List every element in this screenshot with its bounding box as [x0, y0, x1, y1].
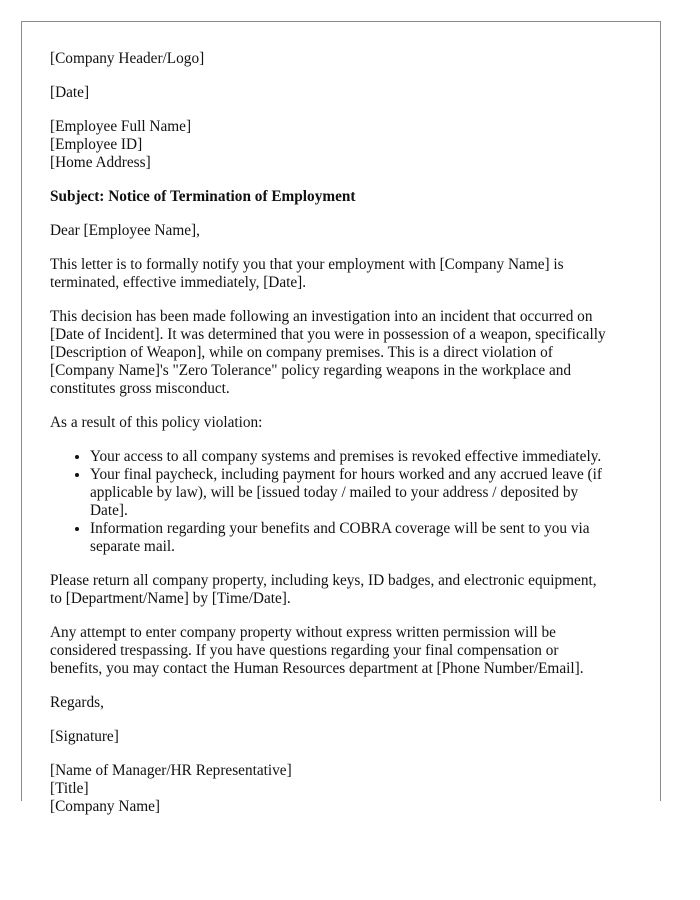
letter-page	[21, 21, 661, 815]
text-line: This letter is to formally notify you that your employment with [Company Name] is	[50, 256, 564, 273]
paragraph-return-property	[50, 572, 638, 608]
closing-regards: Regards,	[50, 694, 104, 711]
paragraph-notification	[50, 256, 638, 292]
paragraph-result-intro: As a result of this policy violation:	[50, 414, 263, 431]
text-line: • Your access to all company systems and premises is revoked effective immediately.	[90, 448, 602, 465]
closing-signature: [Signature]	[50, 728, 119, 745]
company-header: [Company Header/Logo]	[50, 50, 205, 67]
list-item	[90, 448, 638, 466]
signer-block	[50, 762, 638, 816]
recipient-id: [Employee ID]	[50, 136, 143, 153]
text-line: This decision has been made following an investigation into an incident that occurred on	[50, 308, 593, 325]
text-line: applicable by law), will be [issued today / mailed to your address / deposited by	[90, 484, 579, 501]
recipient-block	[50, 118, 638, 172]
salutation: Dear [Employee Name],	[50, 222, 200, 239]
text-line: terminated, effective immediately, [Date].	[50, 274, 307, 291]
text-line: • Information regarding your benefits and COBRA coverage will be sent to you via	[90, 520, 590, 537]
consequence-list	[50, 448, 638, 556]
signer-company: [Company Name]	[50, 798, 161, 815]
text-line: Any attempt to enter company property without express written permission will be	[50, 624, 556, 641]
recipient-address: [Home Address]	[50, 154, 151, 171]
paragraph-trespass	[50, 624, 638, 678]
text-line: • Your final paycheck, including payment for hours worked and any accrued leave (if	[90, 466, 602, 483]
text-line: [Date of Incident]. It was determined that you were in possession of a weapon, specifically	[50, 326, 606, 343]
text-line: considered trespassing. If you have questions regarding your final compensation or	[50, 642, 559, 659]
signer-title: [Title]	[50, 780, 89, 797]
text-line: [Company Name]'s "Zero Tolerance" policy regarding weapons in the workplace and	[50, 362, 572, 379]
text-line: Date].	[90, 502, 128, 519]
letter-subject: Subject: Notice of Termination of Employment	[50, 188, 356, 205]
text-line: Please return all company property, including keys, ID badges, and electronic equipment,	[50, 572, 597, 589]
letter-content	[50, 50, 638, 832]
signer-name: [Name of Manager/HR Representative]	[50, 762, 292, 779]
text-line: [Description of Weapon], while on company premises. This is a direct violation of	[50, 344, 553, 361]
letter-date: [Date]	[50, 84, 90, 101]
recipient-name: [Employee Full Name]	[50, 118, 192, 135]
text-line: separate mail.	[90, 538, 175, 555]
paragraph-reason	[50, 308, 638, 398]
text-line: benefits, you may contact the Human Resources department at [Phone Number/Email].	[50, 660, 584, 677]
text-line: constitutes gross misconduct.	[50, 380, 230, 397]
text-line: to [Department/Name] by [Time/Date].	[50, 590, 291, 607]
list-item	[90, 466, 638, 520]
list-item	[90, 520, 638, 556]
